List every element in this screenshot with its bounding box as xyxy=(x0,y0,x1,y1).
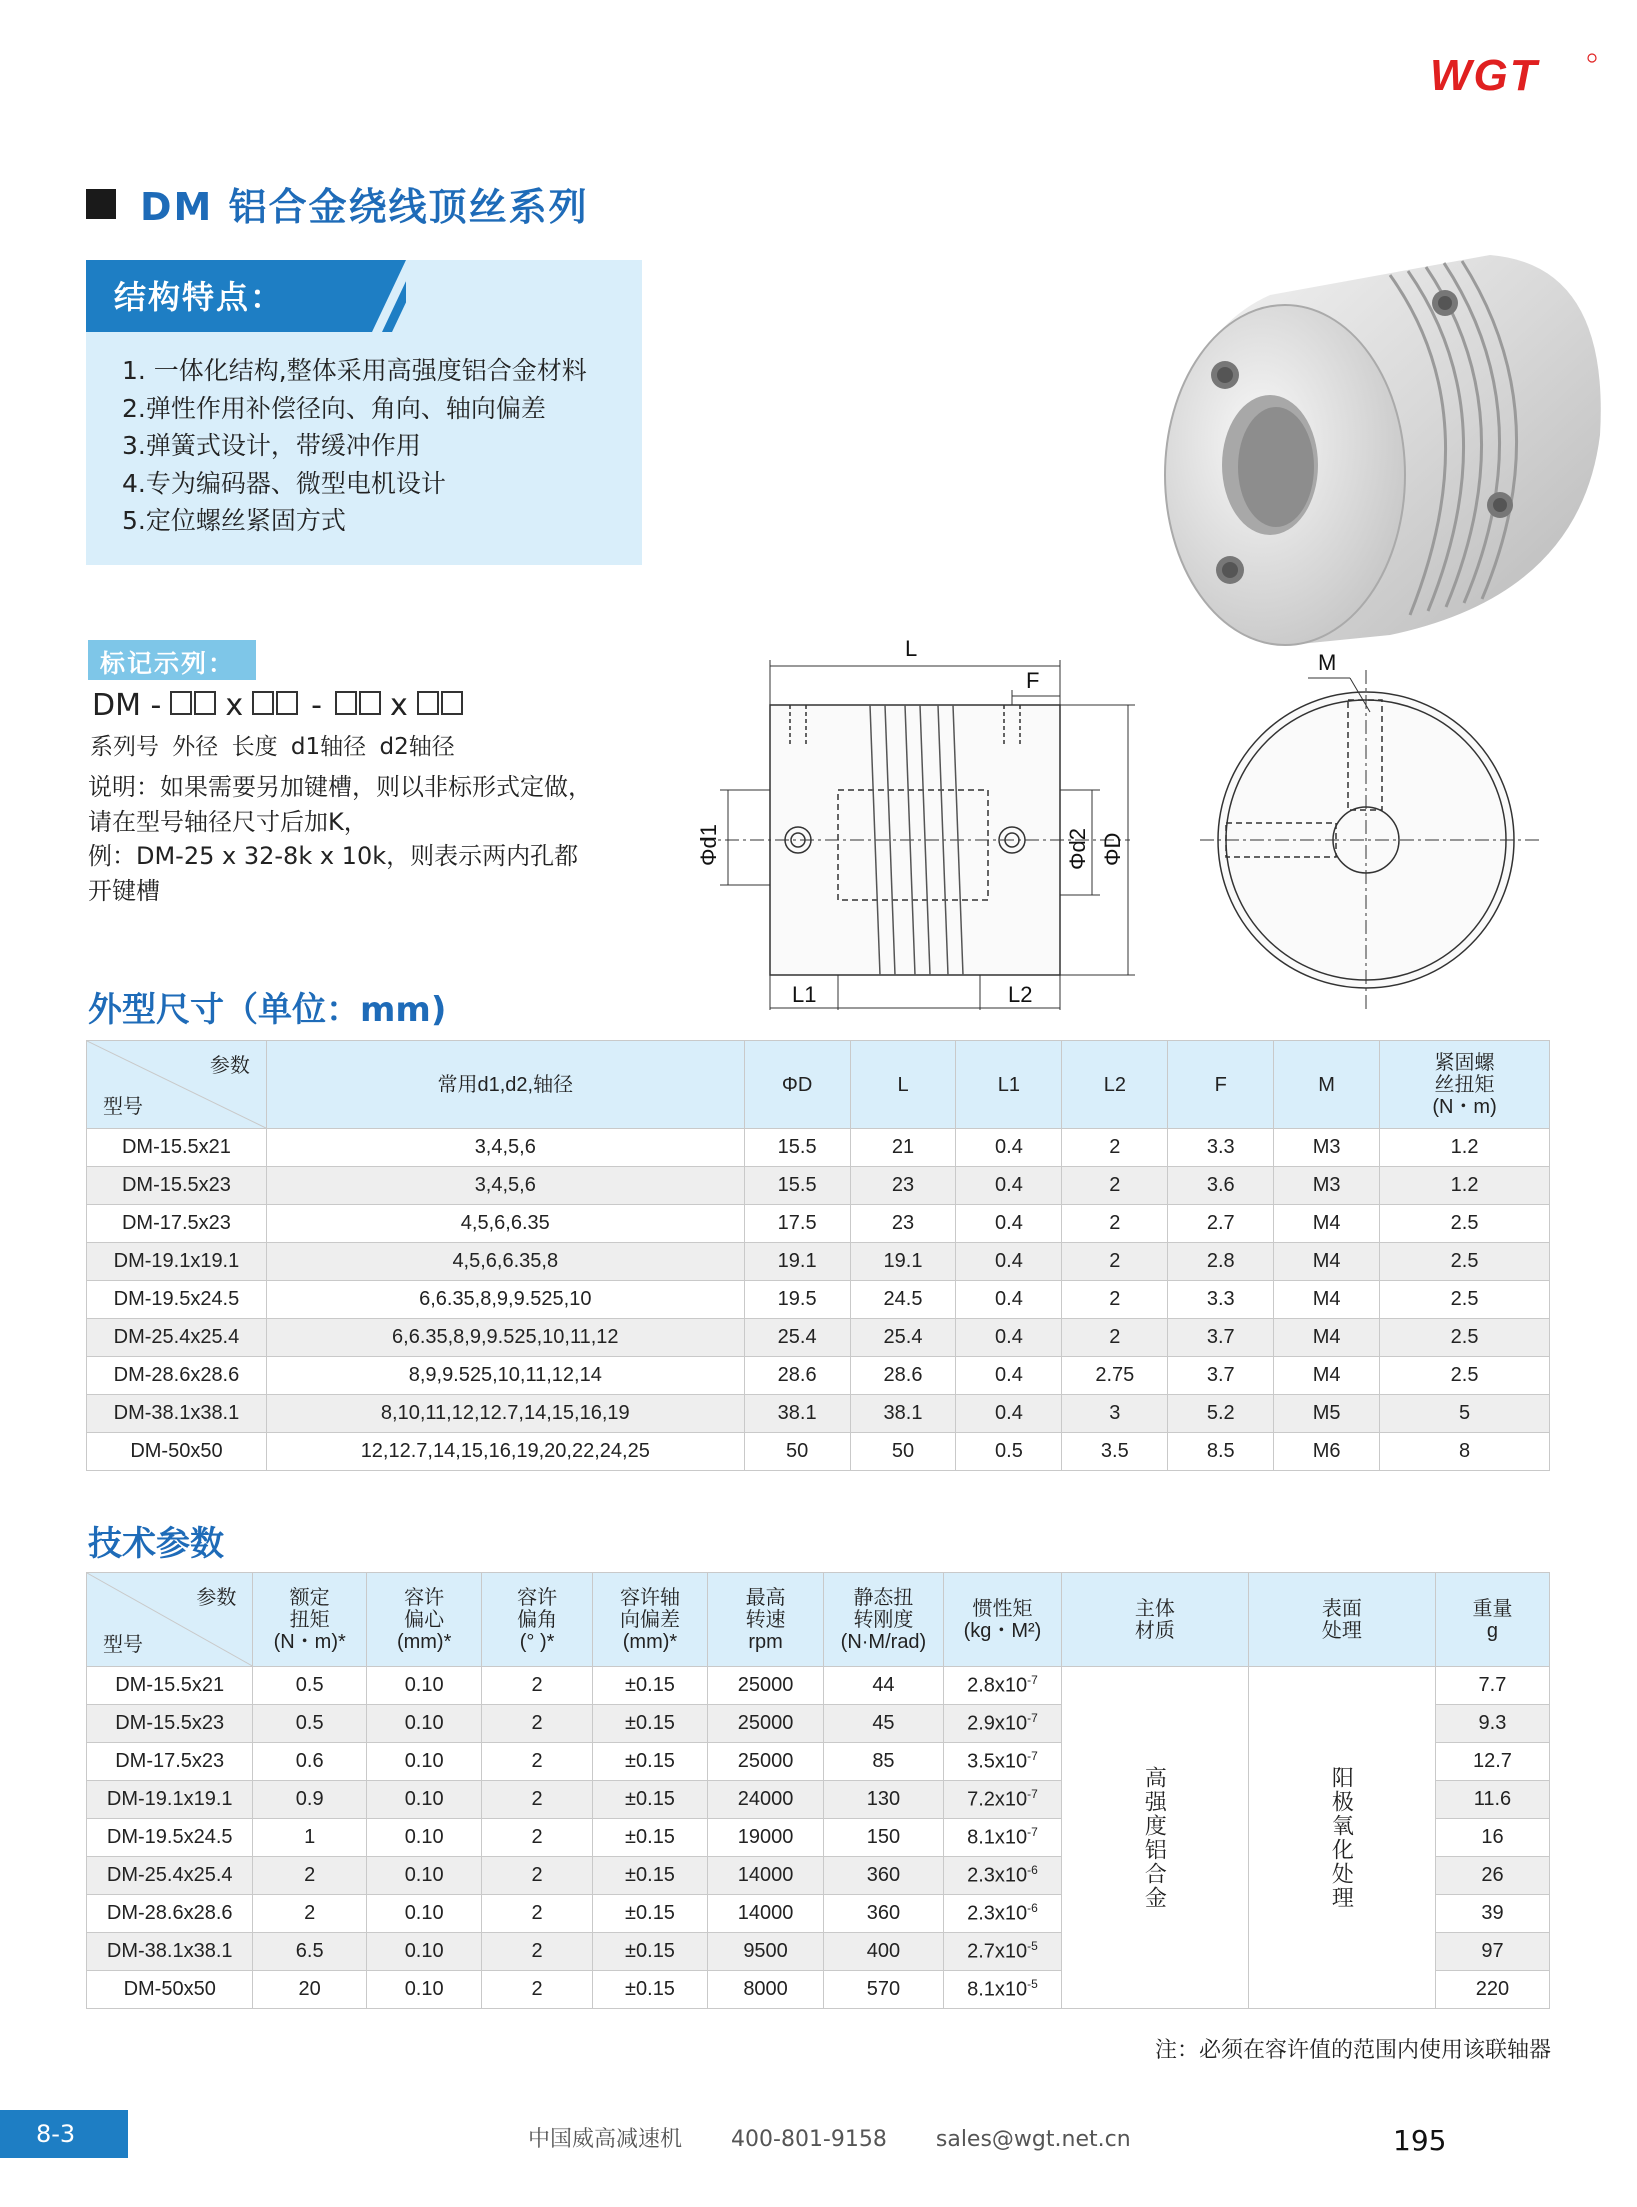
section-tab xyxy=(0,2110,128,2158)
svg-text:WGT: WGT xyxy=(1430,51,1539,100)
col-header: 容许轴 向偏差 (mm)* xyxy=(592,1573,707,1667)
page-title-row xyxy=(86,176,589,231)
value-cell: M4 xyxy=(1274,1281,1380,1319)
footer-contact xyxy=(528,2122,1173,2153)
feature-item: 3.弹簧式设计，带缓冲作用 xyxy=(122,431,421,460)
value-cell: 1 xyxy=(253,1819,367,1857)
features-header: 结构特点： xyxy=(114,278,285,316)
inertia-cell: $8.1x10^{-5}$ xyxy=(944,1971,1062,2009)
model-cell: DM-50x50 xyxy=(87,1433,267,1471)
dim-label-D: ΦD xyxy=(1100,832,1125,866)
value-cell: 17.5 xyxy=(744,1205,850,1243)
value-cell: 0.10 xyxy=(366,1667,481,1705)
formula-box-group xyxy=(251,688,299,723)
value-cell: 24000 xyxy=(708,1781,824,1819)
weight-cell: 39 xyxy=(1435,1895,1549,1933)
feature-item: 2.弹性作用补偿径向、角向、轴向偏差 xyxy=(122,393,546,423)
table-row xyxy=(87,1129,1550,1167)
value-cell: 1.2 xyxy=(1380,1167,1550,1205)
model-cell: DM-19.5x24.5 xyxy=(87,1281,267,1319)
value-cell: 0.4 xyxy=(956,1205,1062,1243)
table-row xyxy=(87,1395,1550,1433)
inertia-cell: $2.3x10^{-6}$ xyxy=(944,1857,1062,1895)
value-cell: 14000 xyxy=(708,1895,824,1933)
value-cell: M6 xyxy=(1274,1433,1380,1471)
note-line: 例：DM-25 x 32-8k x 10k，则表示两内孔都 xyxy=(88,842,579,870)
value-cell: M4 xyxy=(1274,1319,1380,1357)
col-header: 表面 处理 xyxy=(1248,1573,1435,1667)
model-cell: DM-15.5x23 xyxy=(87,1705,253,1743)
marking-labels: 系列号 外径 长度 d1轴径 d2轴径 xyxy=(90,734,455,760)
col-header: M xyxy=(1274,1041,1380,1129)
value-cell: 19.5 xyxy=(744,1281,850,1319)
value-cell: 25.4 xyxy=(744,1319,850,1357)
model-cell: DM-15.5x21 xyxy=(87,1667,253,1705)
col-header: 主体 材质 xyxy=(1061,1573,1248,1667)
col-header: 额定 扭矩 (N・m)* xyxy=(253,1573,367,1667)
value-cell: 2.7 xyxy=(1168,1205,1274,1243)
model-cell: DM-19.1x19.1 xyxy=(87,1781,253,1819)
value-cell: 0.4 xyxy=(956,1243,1062,1281)
value-cell: 0.10 xyxy=(366,1933,481,1971)
model-cell: DM-25.4x25.4 xyxy=(87,1319,267,1357)
inertia-cell: $2.7x10^{-5}$ xyxy=(944,1933,1062,1971)
marking-tag xyxy=(88,640,256,680)
value-cell: 2 xyxy=(482,1857,592,1895)
value-cell: 8.5 xyxy=(1168,1433,1274,1471)
value-cell: 25000 xyxy=(708,1705,824,1743)
table-row xyxy=(87,1167,1550,1205)
value-cell: 6,6.35,8,9,9.525,10,11,12 xyxy=(266,1319,744,1357)
dim-label-L: L xyxy=(905,636,918,661)
table-row xyxy=(87,1357,1550,1395)
value-cell: ±0.15 xyxy=(592,1667,707,1705)
value-cell: 0.4 xyxy=(956,1167,1062,1205)
value-cell: M5 xyxy=(1274,1395,1380,1433)
material-cell: 高强度铝合金 xyxy=(1061,1667,1248,2009)
value-cell: 150 xyxy=(823,1819,943,1857)
page-number: 195 xyxy=(1393,2124,1447,2157)
value-cell: 44 xyxy=(823,1667,943,1705)
dimensions-table xyxy=(86,1040,1550,1471)
model-cell: DM-38.1x38.1 xyxy=(87,1933,253,1971)
value-cell: 3 xyxy=(1062,1395,1168,1433)
value-cell: 360 xyxy=(823,1895,943,1933)
value-cell: 400 xyxy=(823,1933,943,1971)
model-cell: DM-15.5x21 xyxy=(87,1129,267,1167)
note-line: 请在型号轴径尺寸后加K， xyxy=(88,807,368,836)
table-row xyxy=(87,1667,1550,1705)
formula-box-group xyxy=(169,688,217,723)
value-cell: 2.5 xyxy=(1380,1205,1550,1243)
technical-drawing xyxy=(680,630,1610,1010)
value-cell: 25000 xyxy=(708,1667,824,1705)
table-row xyxy=(87,1319,1550,1357)
value-cell: 0.5 xyxy=(956,1433,1062,1471)
value-cell: 0.10 xyxy=(366,1743,481,1781)
col-header: ΦD xyxy=(744,1041,850,1129)
col-header: 重量 g xyxy=(1435,1573,1549,1667)
value-cell: 19000 xyxy=(708,1819,824,1857)
feature-item: 5.定位螺丝紧固方式 xyxy=(122,506,346,535)
value-cell: 28.6 xyxy=(744,1357,850,1395)
value-cell: M4 xyxy=(1274,1243,1380,1281)
value-cell: 0.5 xyxy=(253,1705,367,1743)
value-cell: 0.10 xyxy=(366,1895,481,1933)
weight-cell: 97 xyxy=(1435,1933,1549,1971)
value-cell: 6,6.35,8,9,9.525,10 xyxy=(266,1281,744,1319)
value-cell: 0.4 xyxy=(956,1281,1062,1319)
col-header: L2 xyxy=(1062,1041,1168,1129)
model-cell: DM-19.1x19.1 xyxy=(87,1243,267,1281)
value-cell: ±0.15 xyxy=(592,1705,707,1743)
marking-formula xyxy=(92,688,464,723)
value-cell: 0.10 xyxy=(366,1857,481,1895)
inertia-cell: $7.2x10^{-7}$ xyxy=(944,1781,1062,1819)
inertia-cell: $3.5x10^{-7}$ xyxy=(944,1743,1062,1781)
value-cell: 0.4 xyxy=(956,1357,1062,1395)
footer-company: 中国威高减速机 xyxy=(528,2127,683,2152)
value-cell: 19.1 xyxy=(744,1243,850,1281)
value-cell: 0.6 xyxy=(253,1743,367,1781)
value-cell: 2 xyxy=(253,1895,367,1933)
value-cell: 50 xyxy=(744,1433,850,1471)
value-cell: ±0.15 xyxy=(592,1819,707,1857)
value-cell: 45 xyxy=(823,1705,943,1743)
value-cell: 8,9,9.525,10,11,12,14 xyxy=(266,1357,744,1395)
value-cell: ±0.15 xyxy=(592,1743,707,1781)
col-header: 最高 转速 rpm xyxy=(708,1573,824,1667)
title-marker xyxy=(86,189,116,219)
value-cell: 130 xyxy=(823,1781,943,1819)
corner-header xyxy=(87,1573,253,1667)
value-cell: M3 xyxy=(1274,1129,1380,1167)
value-cell: ±0.15 xyxy=(592,1895,707,1933)
value-cell: 15.5 xyxy=(744,1129,850,1167)
dim-label-d2: Φd2 xyxy=(1065,827,1090,870)
value-cell: 570 xyxy=(823,1971,943,2009)
value-cell: 20 xyxy=(253,1971,367,2009)
value-cell: 24.5 xyxy=(850,1281,956,1319)
formula-box-group xyxy=(416,688,464,723)
corner-param: 参数 xyxy=(209,1055,250,1077)
col-header: F xyxy=(1168,1041,1274,1129)
note-line: 开键槽 xyxy=(88,876,160,905)
model-cell: DM-19.5x24.5 xyxy=(87,1819,253,1857)
model-cell: DM-38.1x38.1 xyxy=(87,1395,267,1433)
value-cell: 2 xyxy=(482,1781,592,1819)
weight-cell: 220 xyxy=(1435,1971,1549,2009)
marking-tag-label: 标记示列： xyxy=(100,649,236,678)
formula-dash: - xyxy=(311,688,322,723)
value-cell: 50 xyxy=(850,1433,956,1471)
value-cell: 2.5 xyxy=(1380,1319,1550,1357)
table-row xyxy=(87,1205,1550,1243)
value-cell: 3.7 xyxy=(1168,1319,1274,1357)
dim-label-d1: Φd1 xyxy=(696,823,721,866)
value-cell: 38.1 xyxy=(744,1395,850,1433)
value-cell: 2 xyxy=(1062,1243,1168,1281)
value-cell: 15.5 xyxy=(744,1167,850,1205)
value-cell: 4,5,6,6.35 xyxy=(266,1205,744,1243)
value-cell: 2 xyxy=(482,1933,592,1971)
col-header-torque: 紧固螺 丝扭矩 (N・m) xyxy=(1380,1041,1550,1129)
formula-x: x xyxy=(225,688,244,723)
value-cell: 6.5 xyxy=(253,1933,367,1971)
value-cell: 3,4,5,6 xyxy=(266,1129,744,1167)
value-cell: 360 xyxy=(823,1857,943,1895)
value-cell: 8 xyxy=(1380,1433,1550,1471)
value-cell: 2 xyxy=(482,1819,592,1857)
value-cell: 2.75 xyxy=(1062,1357,1168,1395)
value-cell: 25.4 xyxy=(850,1319,956,1357)
inertia-cell: $8.1x10^{-7}$ xyxy=(944,1819,1062,1857)
value-cell: 3.5 xyxy=(1062,1433,1168,1471)
table-row xyxy=(87,1243,1550,1281)
value-cell: 2 xyxy=(1062,1129,1168,1167)
value-cell: 8000 xyxy=(708,1971,824,2009)
weight-cell: 16 xyxy=(1435,1819,1549,1857)
footer-email: sales@wgt.net.cn xyxy=(935,2127,1131,2152)
model-cell: DM-28.6x28.6 xyxy=(87,1895,253,1933)
section-number: 8-3 xyxy=(36,2120,76,2148)
inertia-cell: $2.3x10^{-6}$ xyxy=(944,1895,1062,1933)
corner-param: 参数 xyxy=(196,1587,237,1609)
value-cell: 25000 xyxy=(708,1743,824,1781)
value-cell: M4 xyxy=(1274,1205,1380,1243)
value-cell: 85 xyxy=(823,1743,943,1781)
feature-item: 1. 一体化结构,整体采用高强度铝合金材料 xyxy=(122,356,587,385)
value-cell: 0.9 xyxy=(253,1781,367,1819)
col-header: L xyxy=(850,1041,956,1129)
model-cell: DM-17.5x23 xyxy=(87,1743,253,1781)
value-cell: 2.5 xyxy=(1380,1243,1550,1281)
value-cell: M3 xyxy=(1274,1167,1380,1205)
value-cell: 3.7 xyxy=(1168,1357,1274,1395)
value-cell: 8,10,11,12,12.7,14,15,16,19 xyxy=(266,1395,744,1433)
value-cell: 21 xyxy=(850,1129,956,1167)
col-header: 容许 偏心 (mm)* xyxy=(366,1573,481,1667)
value-cell: 3.6 xyxy=(1168,1167,1274,1205)
value-cell: 0.10 xyxy=(366,1705,481,1743)
surface-cell: 阳极氧化处理 xyxy=(1248,1667,1435,2009)
inertia-cell: $2.8x10^{-7}$ xyxy=(944,1667,1062,1705)
page-title: DM 铝合金绕线顶丝系列 xyxy=(140,185,589,229)
features-list xyxy=(122,352,587,540)
weight-cell: 12.7 xyxy=(1435,1743,1549,1781)
value-cell: 12,12.7,14,15,16,19,20,22,24,25 xyxy=(266,1433,744,1471)
value-cell: 3.3 xyxy=(1168,1129,1274,1167)
value-cell: 5.2 xyxy=(1168,1395,1274,1433)
value-cell: 0.10 xyxy=(366,1781,481,1819)
value-cell: 2.5 xyxy=(1380,1357,1550,1395)
weight-cell: 11.6 xyxy=(1435,1781,1549,1819)
dim-label-L1: L1 xyxy=(792,982,817,1007)
inertia-cell: $2.9x10^{-7}$ xyxy=(944,1705,1062,1743)
value-cell: 2 xyxy=(253,1857,367,1895)
value-cell: 23 xyxy=(850,1205,956,1243)
col-header: L1 xyxy=(956,1041,1062,1129)
col-header: 惯性矩 (kg・M²) xyxy=(944,1573,1062,1667)
feature-item: 4.专为编码器、微型电机设计 xyxy=(122,468,446,498)
value-cell: 2 xyxy=(482,1705,592,1743)
model-cell: DM-15.5x23 xyxy=(87,1167,267,1205)
note-line: 说明：如果需要另加键槽，则以非标形式定做， xyxy=(88,773,592,801)
corner-header xyxy=(87,1041,267,1129)
corner-model: 型号 xyxy=(103,1096,143,1118)
value-cell: ±0.15 xyxy=(592,1971,707,2009)
value-cell: 2 xyxy=(1062,1167,1168,1205)
table-row xyxy=(87,1433,1550,1471)
dim-label-F: F xyxy=(1026,668,1040,693)
weight-cell: 9.3 xyxy=(1435,1705,1549,1743)
marking-note xyxy=(88,770,648,908)
value-cell: 2.5 xyxy=(1380,1281,1550,1319)
dim-label-M: M xyxy=(1318,650,1337,675)
corner-model: 型号 xyxy=(103,1634,143,1656)
value-cell: 2 xyxy=(1062,1319,1168,1357)
value-cell: 1.2 xyxy=(1380,1129,1550,1167)
formula-box-group xyxy=(334,688,382,723)
value-cell: ±0.15 xyxy=(592,1933,707,1971)
model-cell: DM-28.6x28.6 xyxy=(87,1357,267,1395)
formula-x: x xyxy=(389,688,408,723)
value-cell: 9500 xyxy=(708,1933,824,1971)
wgt-logo xyxy=(1430,50,1600,100)
formula-prefix: DM - xyxy=(92,688,162,723)
col-header: 静态扭 转刚度 (N·M/rad) xyxy=(823,1573,943,1667)
value-cell: 23 xyxy=(850,1167,956,1205)
value-cell: 0.10 xyxy=(366,1971,481,2009)
value-cell: 5 xyxy=(1380,1395,1550,1433)
value-cell: 2 xyxy=(482,1743,592,1781)
value-cell: 4,5,6,6.35,8 xyxy=(266,1243,744,1281)
value-cell: 0.4 xyxy=(956,1395,1062,1433)
value-cell: 0.5 xyxy=(253,1667,367,1705)
model-cell: DM-25.4x25.4 xyxy=(87,1857,253,1895)
weight-cell: 26 xyxy=(1435,1857,1549,1895)
footer-phone: 400-801-9158 xyxy=(731,2127,887,2152)
value-cell: 28.6 xyxy=(850,1357,956,1395)
value-cell: M4 xyxy=(1274,1357,1380,1395)
value-cell: 0.4 xyxy=(956,1129,1062,1167)
value-cell: 2 xyxy=(482,1971,592,2009)
coupling-photo xyxy=(1090,255,1610,655)
value-cell: ±0.15 xyxy=(592,1781,707,1819)
value-cell: 2.8 xyxy=(1168,1243,1274,1281)
value-cell: 3.3 xyxy=(1168,1281,1274,1319)
value-cell: 2 xyxy=(482,1667,592,1705)
value-cell: 2 xyxy=(1062,1205,1168,1243)
value-cell: 2 xyxy=(482,1895,592,1933)
value-cell: 38.1 xyxy=(850,1395,956,1433)
tech-table xyxy=(86,1572,1550,2009)
value-cell: 19.1 xyxy=(850,1243,956,1281)
dim-label-L2: L2 xyxy=(1008,982,1033,1007)
value-cell: 3,4,5,6 xyxy=(266,1167,744,1205)
value-cell: 0.10 xyxy=(366,1819,481,1857)
value-cell: 0.4 xyxy=(956,1319,1062,1357)
table-row xyxy=(87,1281,1550,1319)
value-cell: 2 xyxy=(1062,1281,1168,1319)
col-header: 容许 偏角 (° )* xyxy=(482,1573,592,1667)
dimensions-heading: 外型尺寸（单位：mm) xyxy=(88,990,447,1030)
value-cell: ±0.15 xyxy=(592,1857,707,1895)
model-cell: DM-50x50 xyxy=(87,1971,253,2009)
col-header: 常用d1,d2,轴径 xyxy=(266,1041,744,1129)
value-cell: 14000 xyxy=(708,1857,824,1895)
tech-heading: 技术参数 xyxy=(88,1524,224,1564)
model-cell: DM-17.5x23 xyxy=(87,1205,267,1243)
weight-cell: 7.7 xyxy=(1435,1667,1549,1705)
usage-note: 注：必须在容许值的范围内使用该联轴器 xyxy=(1154,2038,1551,2063)
